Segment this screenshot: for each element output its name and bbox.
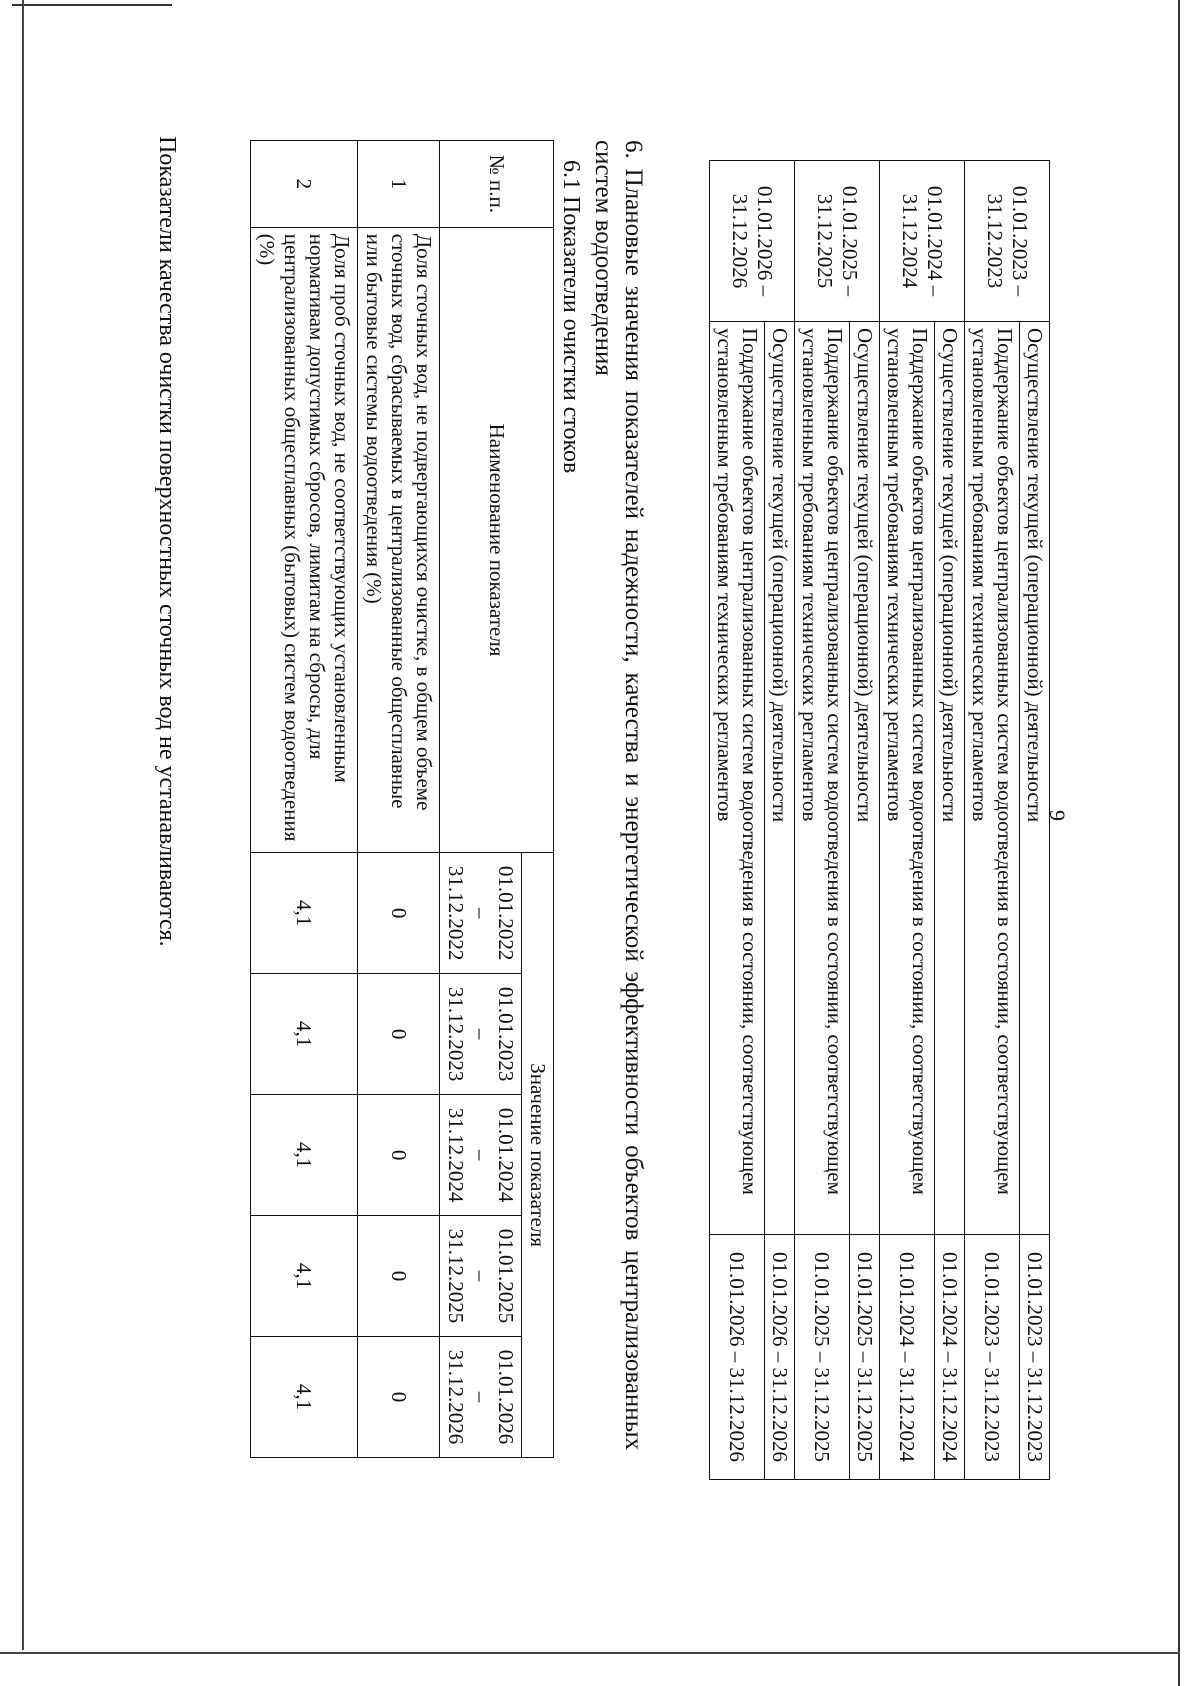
scan-edge-right [1178,0,1180,1686]
schedule-activity: Осуществление текущей (операционной) деятельности [850,322,880,1235]
indicators-body [251,141,440,1458]
period-header: 01.01.2025 – 31.12.2025 [440,1216,522,1337]
indicators-header [440,141,554,1458]
table-row [965,161,1020,1480]
schedule-dates: 01.01.2025 – 31.12.2025 [795,1235,850,1480]
schedule-activity: Осуществление текущей (операционной) деятельности [935,322,965,1235]
indicator-value: 0 [358,974,440,1095]
schedule-period: 01.01.2026 – 31.12.2026 [710,161,795,322]
schedule-period: 01.01.2023 – 31.12.2023 [965,161,1050,322]
table-row [710,161,765,1480]
scan-edge-bottom [0,1652,1180,1654]
table-row [251,141,358,1458]
indicator-value: 4,1 [251,1337,358,1458]
indicator-value: 0 [358,1337,440,1458]
indicator-name: Доля сточных вод, не подвергающихся очистке, в общем объеме сточных вод, сбрасываемых в централизованные общесплавные или бытовые системы водоотведения (%) [358,227,440,852]
scan-edge-left [22,0,24,1650]
schedule-dates: 01.01.2023 – 31.12.2023 [965,1235,1020,1480]
row-number: 2 [251,141,358,228]
indicator-value: 4,1 [251,853,358,974]
schedule-dates: 01.01.2026 – 31.12.2026 [765,1235,795,1480]
schedule-table [709,160,1050,1480]
rotated-page [60,70,1070,1490]
schedule-body [710,161,1050,1480]
schedule-activity: Поддержание объектов централизованных систем водоотведения в состоянии, соответствующем установленным требованиям технических регламентов [710,322,765,1235]
header-row [522,141,554,1458]
scan-edge-top [12,4,172,6]
schedule-activity: Поддержание объектов централизованных систем водоотведения в состоянии, соответствующем установленным требованиям технических регламентов [880,322,935,1235]
row-number: 1 [358,141,440,228]
col-num-header: № п.п. [440,141,554,228]
indicator-value: 4,1 [251,974,358,1095]
period-header: 01.01.2026 – 31.12.2026 [440,1337,522,1458]
table-row [765,161,795,1480]
table-row [358,141,440,1458]
schedule-dates: 01.01.2024 – 31.12.2024 [880,1235,935,1480]
table-row [850,161,880,1480]
indicators-table [250,140,554,1458]
col-name-header: Наименование показателя [440,227,554,852]
schedule-dates: 01.01.2026 – 31.12.2026 [710,1235,765,1480]
schedule-dates: 01.01.2024 – 31.12.2024 [935,1235,965,1480]
schedule-dates: 01.01.2023 – 31.12.2023 [1020,1235,1050,1480]
table-row [1020,161,1050,1480]
schedule-period: 01.01.2025 – 31.12.2025 [795,161,880,322]
indicator-value: 0 [358,853,440,974]
schedule-activity: Осуществление текущей (операционной) деятельности [1020,322,1050,1235]
schedule-activity: Осуществление текущей (операционной) деятельности [765,322,795,1235]
indicator-value: 0 [358,1095,440,1216]
subsection-heading: 6.1 Показатели очистки стоков [558,160,584,474]
schedule-dates: 01.01.2025 – 31.12.2025 [850,1235,880,1480]
table-row [935,161,965,1480]
col-value-group-header: Значение показателя [522,853,554,1458]
period-header: 01.01.2022 – 31.12.2022 [440,853,522,974]
footer-note: Показатели качества очистки поверхностных сточных вод не устанавливаются. [154,136,180,947]
indicator-name: Доля проб сточных вод, не соответствующих установленным нормативам допустимых сбросов, лимитам на сбросы, для централизованных общесплавных (бытовых) систем водоотведения (%) [251,227,358,852]
period-header: 01.01.2023 – 31.12.2023 [440,974,522,1095]
page-number: 9 [1045,810,1070,821]
period-header: 01.01.2024 – 31.12.2024 [440,1095,522,1216]
indicator-value: 4,1 [251,1216,358,1337]
table-row [795,161,850,1480]
indicator-value: 4,1 [251,1095,358,1216]
schedule-activity: Поддержание объектов централизованных систем водоотведения в состоянии, соответствующем установленным требованиям технических регламентов [795,322,850,1235]
schedule-period: 01.01.2024 – 31.12.2024 [880,161,965,322]
schedule-activity: Поддержание объектов централизованных систем водоотведения в состоянии, соответствующем установленным требованиям технических регламентов [965,322,1020,1235]
section-heading: 6. Плановые значения показателей надежности, качества и энергетической эффективности объектов централизованных систем водоотведения [590,140,647,1450]
table-row [880,161,935,1480]
indicator-value: 0 [358,1216,440,1337]
